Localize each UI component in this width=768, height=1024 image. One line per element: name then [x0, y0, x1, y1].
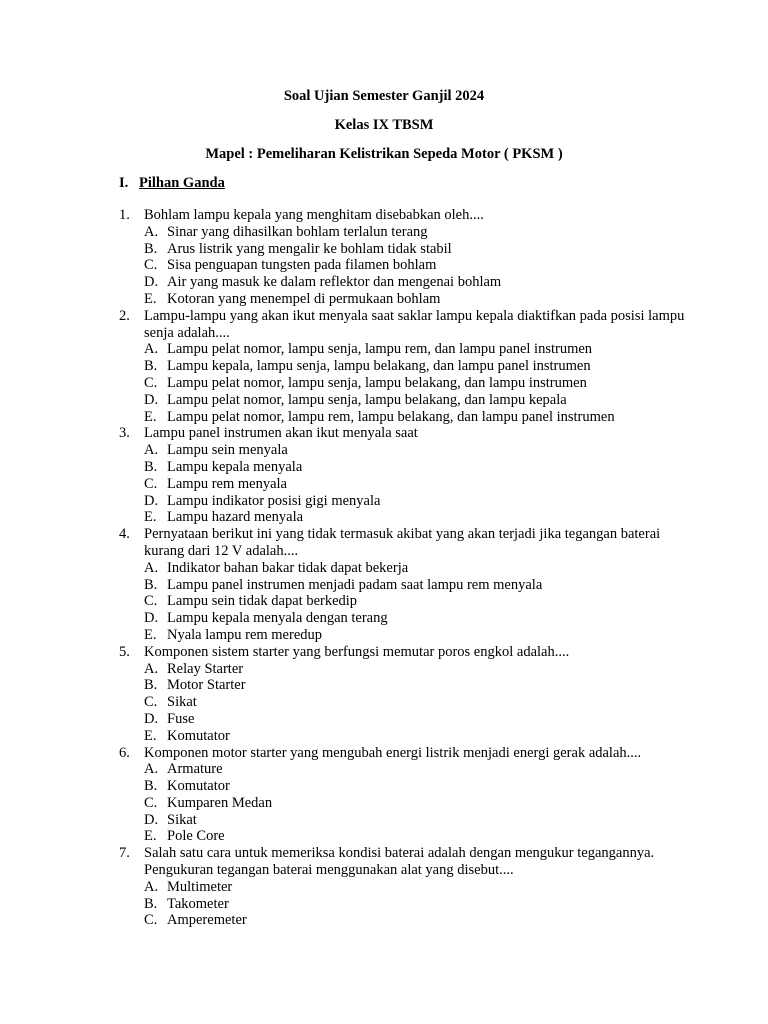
question-item: [119, 845, 699, 929]
option-letter: B.: [144, 240, 158, 257]
option-text: Lampu kepala, lampu senja, lampu belakang, dan lampu panel instrumen: [167, 358, 591, 375]
option-list: [119, 224, 699, 308]
option-item: [144, 257, 699, 274]
option-item: [144, 828, 699, 845]
question-number: 6.: [119, 744, 130, 761]
option-letter: B.: [144, 677, 158, 694]
question-text: Komponen motor starter yang mengubah energi listrik menjadi energi gerak adalah....: [144, 744, 642, 761]
question-item: [119, 207, 699, 308]
option-list: [119, 560, 699, 644]
option-letter: C.: [144, 257, 158, 274]
option-item: [144, 795, 699, 812]
option-letter: B.: [144, 895, 158, 912]
option-text: Kumparen Medan: [167, 794, 273, 811]
option-text: Lampu indikator posisi gigi menyala: [167, 492, 381, 509]
option-item: [144, 677, 699, 694]
option-text: Komutator: [167, 778, 230, 795]
option-text: Amperemeter: [167, 912, 247, 929]
option-text: Lampu panel instrumen menjadi padam saat lampu rem menyala: [167, 576, 543, 593]
option-letter: B.: [144, 576, 158, 593]
question-number: 5.: [119, 643, 130, 660]
question-list: [119, 207, 699, 929]
option-item: [144, 358, 699, 375]
option-letter: B.: [144, 358, 158, 375]
option-item: [144, 476, 699, 493]
option-text: Kotoran yang menempel di permukaan bohlam: [167, 290, 441, 307]
option-list: [119, 661, 699, 745]
option-item: [144, 224, 699, 241]
question-number: 3.: [119, 425, 130, 442]
option-list: [119, 879, 699, 929]
option-letter: C.: [144, 593, 158, 610]
option-text: Motor Starter: [167, 677, 246, 694]
question-number: 2.: [119, 307, 130, 324]
option-item: [144, 442, 699, 459]
option-item: [144, 761, 699, 778]
option-text: Komutator: [167, 727, 230, 744]
option-letter: E.: [144, 727, 157, 744]
option-item: [144, 560, 699, 577]
option-text: Sisa penguapan tungsten pada filamen bohlam: [167, 257, 437, 274]
option-letter: E.: [144, 626, 157, 643]
option-text: Pole Core: [167, 828, 225, 845]
section-heading: [119, 174, 225, 192]
option-item: [144, 241, 699, 258]
option-letter: A.: [144, 559, 159, 576]
option-item: [144, 627, 699, 644]
question-number: 7.: [119, 845, 130, 862]
option-text: Lampu pelat nomor, lampu senja, lampu belakang, dan lampu kepala: [167, 391, 567, 408]
option-item: [144, 341, 699, 358]
option-item: [144, 694, 699, 711]
question-item: [119, 745, 699, 846]
option-text: Arus listrik yang mengalir ke bohlam tidak stabil: [167, 240, 452, 257]
section-number: I.: [119, 175, 129, 191]
question-text: Salah satu cara untuk memeriksa kondisi baterai adalah dengan mengukur tegangannya. Pengukuran tegangan baterai menggunakan alat yang disebut....: [144, 845, 655, 879]
section-label: Pilhan Ganda: [139, 175, 225, 191]
question-text: Komponen sistem starter yang berfungsi memutar poros engkol adalah....: [144, 643, 570, 660]
option-text: Lampu pelat nomor, lampu senja, lampu rem, dan lampu panel instrumen: [167, 341, 593, 358]
option-text: Nyala lampu rem meredup: [167, 626, 323, 643]
option-text: Multimeter: [167, 878, 233, 895]
option-letter: D.: [144, 492, 159, 509]
option-letter: B.: [144, 458, 158, 475]
option-item: [144, 778, 699, 795]
option-letter: A.: [144, 223, 159, 240]
option-letter: D.: [144, 274, 159, 291]
option-item: [144, 409, 699, 426]
question-number: 4.: [119, 526, 130, 543]
question-item: [119, 526, 699, 644]
option-text: Lampu kepala menyala dengan terang: [167, 610, 388, 627]
question-item: [119, 308, 699, 426]
option-letter: C.: [144, 694, 158, 711]
option-item: [144, 274, 699, 291]
option-letter: C.: [144, 912, 158, 929]
option-letter: A.: [144, 341, 159, 358]
option-letter: C.: [144, 475, 158, 492]
option-letter: A.: [144, 660, 159, 677]
option-item: [144, 661, 699, 678]
option-item: [144, 459, 699, 476]
option-item: [144, 291, 699, 308]
option-letter: A.: [144, 761, 159, 778]
option-item: [144, 593, 699, 610]
question-number: 1.: [119, 207, 130, 223]
option-item: [144, 577, 699, 594]
option-letter: A.: [144, 442, 159, 459]
option-text: Fuse: [167, 710, 195, 727]
option-letter: E.: [144, 408, 157, 425]
option-letter: C.: [144, 374, 158, 391]
option-text: Sinar yang dihasilkan bohlam terlalun terang: [167, 223, 428, 240]
option-text: Sikat: [167, 694, 197, 711]
question-text: Lampu-lampu yang akan ikut menyala saat saklar lampu kepala diaktifkan pada posisi lampu senja adalah....: [144, 307, 685, 341]
subject-line: Mapel : Pemeliharan Kelistrikan Sepeda Motor ( PKSM ): [205, 146, 563, 162]
question-text: Lampu panel instrumen akan ikut menyala saat: [144, 425, 418, 442]
exam-title: Soal Ujian Semester Ganjil 2024: [283, 88, 485, 104]
option-text: Lampu pelat nomor, lampu rem, lampu belakang, dan lampu panel instrumen: [167, 408, 615, 425]
option-text: Armature: [167, 761, 223, 778]
option-text: Lampu hazard menyala: [167, 509, 304, 526]
option-text: Air yang masuk ke dalam reflektor dan mengenai bohlam: [167, 274, 502, 291]
option-text: Lampu sein menyala: [167, 442, 288, 459]
option-text: Indikator bahan bakar tidak dapat bekerja: [167, 559, 409, 576]
question-text: Bohlam lampu kepala yang menghitam disebabkan oleh....: [144, 207, 484, 223]
option-text: Sikat: [167, 811, 197, 828]
option-item: [144, 896, 699, 913]
question-text: Pernyataan berikut ini yang tidak termasuk akibat yang akan terjadi jika tegangan baterai kurang dari 12 V adalah....: [144, 526, 661, 559]
option-list: [119, 341, 699, 425]
option-letter: E.: [144, 509, 157, 526]
option-letter: B.: [144, 778, 158, 795]
option-item: [144, 879, 699, 896]
option-item: [144, 509, 699, 526]
option-item: [144, 493, 699, 510]
question-item: [119, 644, 699, 745]
option-item: [144, 812, 699, 829]
question-item: [119, 425, 699, 526]
option-list: [119, 442, 699, 526]
option-letter: D.: [144, 811, 159, 828]
option-text: Lampu kepala menyala: [167, 458, 303, 475]
option-list: [119, 761, 699, 845]
option-text: Lampu sein tidak dapat berkedip: [167, 593, 358, 610]
option-item: [144, 375, 699, 392]
option-text: Lampu pelat nomor, lampu senja, lampu belakang, dan lampu instrumen: [167, 374, 587, 391]
option-item: [144, 610, 699, 627]
option-letter: C.: [144, 794, 158, 811]
class-line: Kelas IX TBSM: [334, 117, 434, 133]
option-item: [144, 392, 699, 409]
option-letter: D.: [144, 610, 159, 627]
option-letter: D.: [144, 710, 159, 727]
option-text: Takometer: [167, 895, 229, 912]
option-text: Relay Starter: [167, 660, 244, 677]
option-letter: E.: [144, 290, 157, 307]
option-letter: A.: [144, 878, 159, 895]
option-text: Lampu rem menyala: [167, 475, 287, 492]
option-item: [144, 711, 699, 728]
option-letter: E.: [144, 828, 157, 845]
option-item: [144, 912, 699, 929]
option-letter: D.: [144, 391, 159, 408]
option-item: [144, 728, 699, 745]
